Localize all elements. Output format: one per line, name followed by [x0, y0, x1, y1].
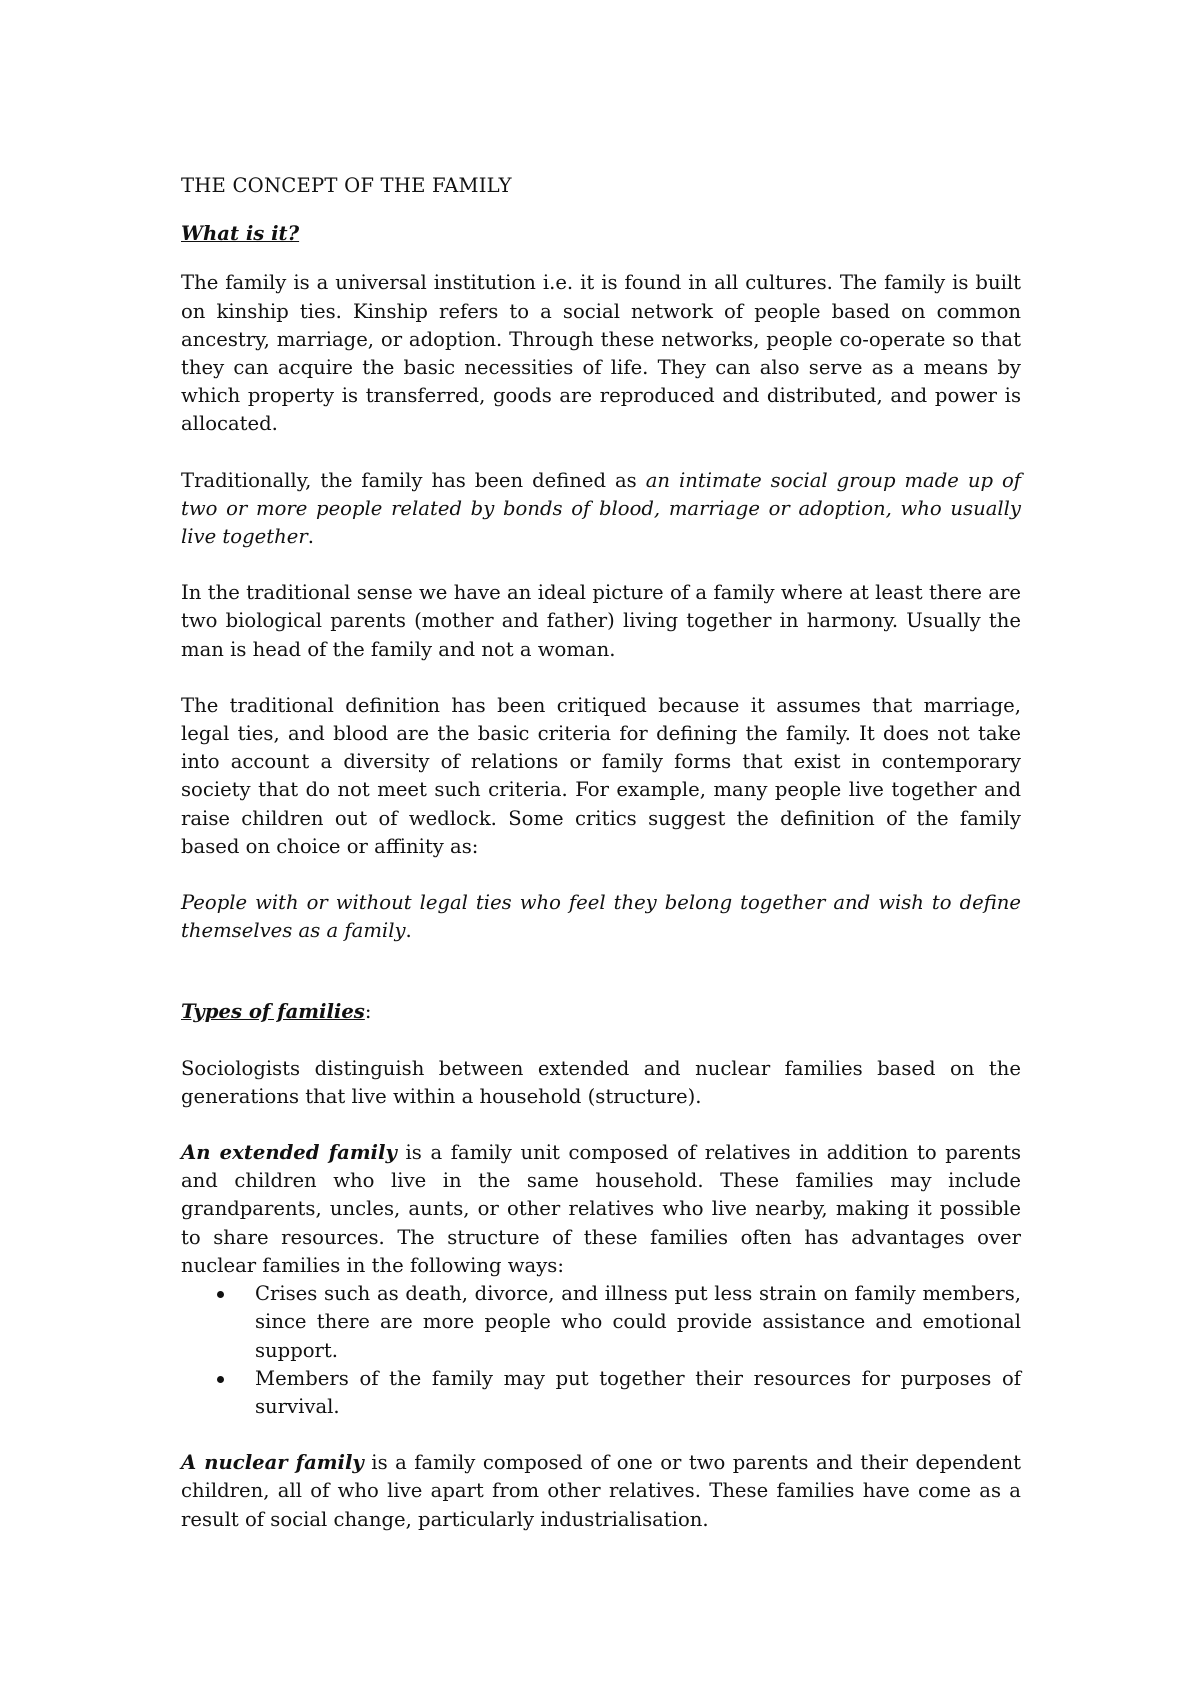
section-heading-types-of-families — [181, 998, 1021, 1026]
paragraph-ideal-picture: In the traditional sense we have an ideal picture of a family where at least there are two biological parents (mother and father) living together in harmony. Usually the man is head of the family and not a woman. — [181, 581, 1021, 661]
paragraph-critique: The traditional definition has been critiqued because it assumes that marriage, legal ties, and blood are the basic criteria for defining the family. It does not take into account a diversity of relations or family forms that exist in contemporary society that do not meet such criteria. For example, many people live together and raise children out of wedlock. Some critics suggest the definition of the family based on choice or affinity as: — [181, 693, 1021, 858]
bullet-icon — [217, 1376, 224, 1383]
list-item-text: Members of the family may put together their resources for purposes of survival. — [255, 1366, 1021, 1418]
traditional-definition-end: . — [307, 525, 314, 549]
paragraph-universal-institution: The family is a universal institution i.e. it is found in all cultures. The family is built on kinship ties. Kinship refers to a social network of people based on common ancestry, marriage, or adoption. Through these networks, people co-operate so that they can acquire the basic necessities of life. They can also serve as a means by which property is transferred, goods are reproduced and distributed, and power is allocated. — [181, 271, 1021, 436]
bullet-icon — [217, 1291, 224, 1298]
types-heading-text: Types of families — [181, 1000, 365, 1024]
paragraph-traditional-definition — [181, 467, 1021, 552]
list-item — [255, 1365, 1021, 1421]
paragraph-sociologists: Sociologists distinguish between extended and nuclear families based on the generations that live within a household (structure). — [181, 1056, 1021, 1108]
paragraph-nuclear-family — [181, 1449, 1021, 1534]
section-heading-what-is-it: What is it? — [181, 222, 300, 246]
document-page — [181, 172, 1021, 1562]
paragraph-extended-family — [181, 1139, 1021, 1280]
extended-family-term: An extended family — [181, 1141, 397, 1165]
affinity-definition-end: . — [405, 919, 412, 943]
document-title: THE CONCEPT OF THE FAMILY — [181, 174, 512, 197]
list-item-text: Crises such as death, divorce, and illness put less strain on family members, since there are more people who could provide assistance and emotional support. — [255, 1282, 1021, 1362]
paragraph-affinity-definition — [181, 889, 1021, 945]
affinity-definition-text: People with or without legal ties who feel they belong together and wish to define themselves as a family — [181, 891, 1021, 943]
traditional-definition-lead: Traditionally, the family has been defined as — [181, 468, 646, 492]
extended-family-advantages-list — [181, 1280, 1021, 1421]
traditional-definition-text: an intimate social group made up of two or more people related by bonds of blood, marriage or adoption, who usually live together — [181, 468, 1021, 549]
types-heading-colon: : — [364, 1000, 372, 1024]
nuclear-family-term: A nuclear family — [181, 1451, 364, 1475]
nuclear-family-text: is a family composed of one or two parents and their dependent children, all of who live apart from other relatives. These families have come as a result of social change, particularly industrialisation. — [181, 1451, 1022, 1531]
list-item — [255, 1280, 1021, 1365]
extended-family-text: is a family unit composed of relatives in addition to parents and children who live in the same household. These families may include grandparents, uncles, aunts, or other relatives who live nearby, making it possible to share resources. The structure of these families often has advantages over nuclear families in the following ways: — [181, 1141, 1021, 1277]
